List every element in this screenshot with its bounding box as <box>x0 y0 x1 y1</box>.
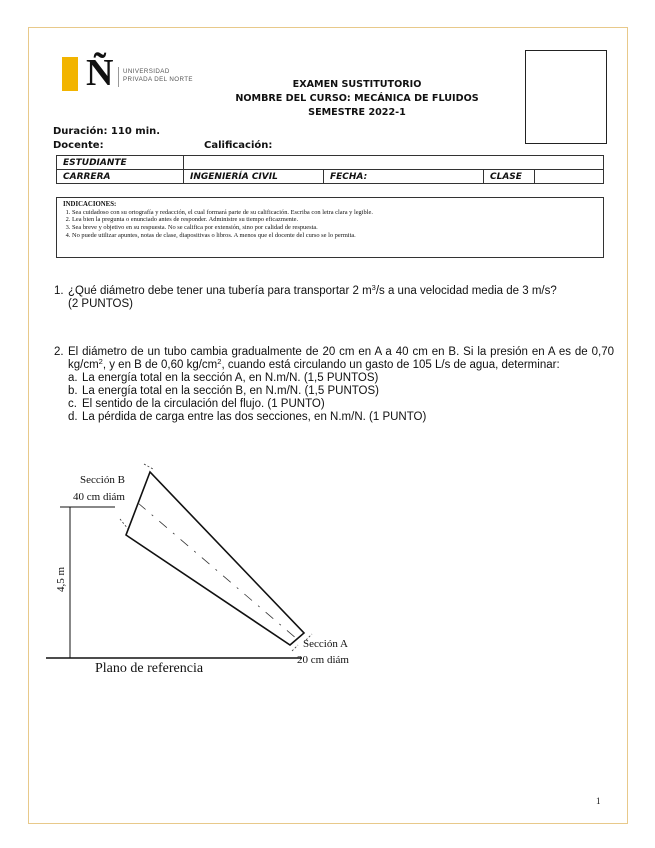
logo-line-1: UNIVERSIDAD <box>123 68 170 75</box>
item-marker: a. <box>68 372 78 384</box>
pipe-outline <box>126 472 304 645</box>
item-marker: c. <box>68 398 77 410</box>
table-row <box>57 170 604 184</box>
item-text: La pérdida de carga entre las dos secciones, en N.m/N. (1 PUNTO) <box>82 411 427 423</box>
pipe-centerline <box>138 503 297 639</box>
item-marker: b. <box>68 385 78 397</box>
class-label: CLASE <box>484 170 535 184</box>
section-a-diameter: 20 cm diám <box>297 654 349 666</box>
list-item <box>68 398 614 411</box>
list-item: 3. Sea breve y objetivo en su respuesta. No se califica por extensión, sino por calidad de respuesta. <box>72 224 597 232</box>
item-text: La energía total en la sección B, en N.m/N. (1,5 PUNTOS) <box>82 385 380 397</box>
section-a-mark <box>292 645 298 651</box>
item-marker: d. <box>68 411 78 423</box>
career-label: CARRERA <box>57 170 184 184</box>
question-number: 2. <box>54 346 64 358</box>
list-item: 4. No puede utilizar apuntes, notas de clase, diapositivas o libros. A menos que el docente del curso se lo permita. <box>72 232 597 240</box>
teacher-label: Docente: <box>53 140 104 151</box>
list-item: 2. Lea bien la pregunta o enunciado antes de responder. Administre su tiempo eficazmente. <box>72 216 597 224</box>
logo-bar <box>62 57 78 91</box>
instructions-title: INDICACIONES: <box>63 201 117 208</box>
list-item <box>68 385 614 398</box>
question-text: , y en B de 0,60 kg/cm <box>102 359 218 371</box>
pipe-diagram <box>40 455 420 685</box>
section-b-mark <box>120 519 128 529</box>
question-number: 1. <box>54 285 64 297</box>
list-item: 1. Sea cuidadoso con su ortografía y redacción, el cual formará parte de su calificación. Escriba con letra clara y legible. <box>72 209 597 217</box>
question-2 <box>54 346 614 424</box>
question-text: , cuando está circulando un gasto de 105 L/s de agua, determinar: <box>221 359 560 371</box>
list-item <box>68 372 614 385</box>
section-b-diameter: 40 cm diám <box>73 491 125 503</box>
page-number: 1 <box>596 796 601 806</box>
superscript: 2 <box>98 357 103 366</box>
superscript: 2 <box>217 357 222 366</box>
item-text: La energía total en la sección A, en N.m/N. (1,5 PUNTOS) <box>82 372 379 384</box>
question-text: El diámetro de un tubo cambia gradualmente de 20 cm en A a 40 cm en B. Si la presión en A es de 0,70 kg/cm <box>68 346 614 371</box>
logo-separator <box>118 67 119 87</box>
section-b-mark <box>144 464 153 469</box>
instructions-list <box>63 209 597 240</box>
grade-label: Calificación: <box>204 140 273 151</box>
exam-title: EXAMEN SUSTITUTORIO <box>292 79 422 90</box>
section-a-label: Sección A <box>303 638 348 650</box>
instructions-box <box>56 197 604 258</box>
list-item <box>68 411 614 424</box>
superscript: 3 <box>371 283 376 292</box>
sub-questions <box>68 372 614 424</box>
item-text: El sentido de la circulación del flujo. (1 PUNTO) <box>82 398 325 410</box>
question-statement <box>68 346 614 372</box>
university-logo <box>62 52 212 95</box>
logo-university-name <box>123 68 213 83</box>
logo-line-2: PRIVADA DEL NORTE <box>123 75 193 83</box>
career-value: INGENIERÍA CIVIL <box>184 170 324 184</box>
table-row <box>57 156 604 170</box>
duration: Duración: 110 min. <box>53 126 161 137</box>
logo-n-icon: Ñ <box>86 52 114 94</box>
question-1 <box>54 285 610 311</box>
page-border <box>28 27 628 824</box>
class-field[interactable] <box>535 170 604 184</box>
student-label: ESTUDIANTE <box>57 156 184 170</box>
question-points: (2 PUNTOS) <box>68 298 133 310</box>
student-field[interactable] <box>184 156 604 170</box>
exam-header <box>222 78 492 120</box>
course-name: NOMBRE DEL CURSO: MECÁNICA DE FLUIDOS <box>235 93 479 104</box>
semester: SEMESTRE 2022-1 <box>308 107 406 118</box>
section-b-label: Sección B <box>80 474 125 486</box>
height-label: 4,5 m <box>55 566 67 592</box>
date-label: FECHA: <box>324 170 484 184</box>
photo-box <box>525 50 607 144</box>
question-text: /s a una velocidad media de 3 m/s? <box>375 285 557 297</box>
student-info-table <box>56 155 604 184</box>
question-text: ¿Qué diámetro debe tener una tubería para transportar 2 m <box>68 285 372 297</box>
reference-plane-label: Plano de referencia <box>95 661 204 676</box>
